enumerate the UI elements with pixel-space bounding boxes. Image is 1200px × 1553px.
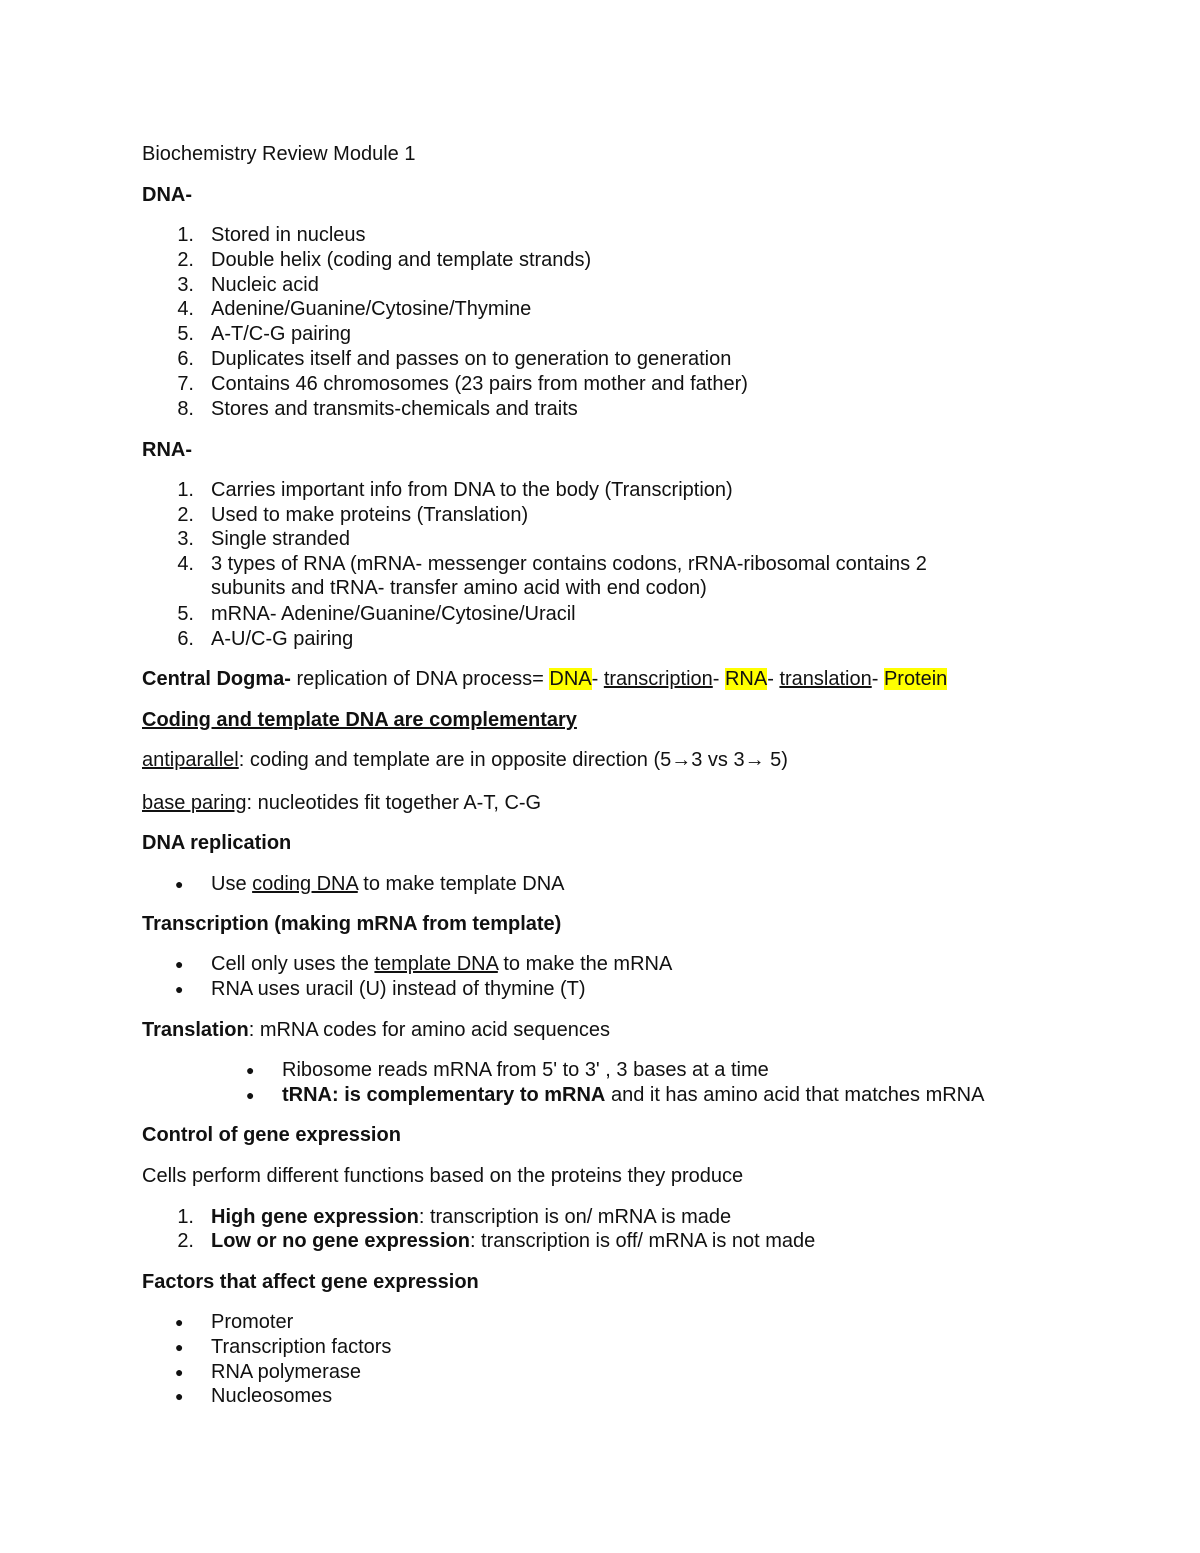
arrow-right-icon: → — [744, 749, 765, 771]
translation-term: translation — [779, 668, 872, 690]
control-heading: Control of gene expression — [142, 1124, 401, 1146]
antiparallel-term: antiparallel — [142, 749, 239, 771]
bullet-icon: ● — [175, 1314, 184, 1330]
document-page: Biochemistry Review Module 1 DNA- 1. Stored in nucleus 2. Double helix (coding and template strands) 3. Nucleic acid 4. Adenine/Guanine/Cytosine/Thymine 5. A-T/C-G pairing 6. Duplicates itself and passes on to generation to generation 7. Contains 46 chromosomes (23 pairs from mother and father) 8. Stores and transmits-chemicals and traits RNA- 1. Carries important info from DNA to the body (Transcription) 2. Used to make proteins (Translation) 3. Single stranded 4. 3 types of RNA (mRNA- messenger contains codons, rRNA-ribosomal contains 2 subunits and tRNA- transfer amino acid with end codon) 5. mRNA- Adenine/Guanine/Cytosine/Uracil 6. A-U/C-G pairing Central Dogma- replication of DNA process= DNA- transcription- RNA- translation- Protein Coding and template DNA are complementary antiparallel: coding and template are in opposite direction (5→3 vs 3→ 5) base paring: nucleotides fit together A-T, C-G DNA replication ● Use coding DNA to make template DNA Transcription (making mRNA from template) ● Cell only uses the template DNA to make the mRNA ● RNA uses uracil (U) instead of thymine (T) Translation: mRNA codes for amino acid sequences ● Ribosome reads mRNA from 5' to 3' , 3 bases at a time ● tRNA: is complementary to mRNA and it has amino acid that matches mRNA Control of gene expression Cells perform different functions based on the proteins they produce 1. High gene expression: transcription is on/ mRNA is made 2. Low or no gene expression: transcription is off/ mRNA is not made Factors that affect gene expression ● Promoter ● Transcription factors ● RNA polymerase ● Nucleosomes — [142, 143, 985, 1407]
highlight-dna: DNA — [549, 668, 592, 690]
coding-template-heading: Coding and template DNA are complementary — [142, 709, 577, 731]
antiparallel-line: antiparallel: coding and template are in opposite direction (5→3 vs 3→ 5) — [142, 749, 788, 771]
transcription-term: transcription — [603, 668, 713, 690]
base-pairing-line: base paring: nucleotides fit together A-T, C-G — [142, 792, 542, 814]
central-dogma-line: Central Dogma- replication of DNA process= DNA- transcription- RNA- translation- Protein — [142, 668, 948, 690]
factors-heading: Factors that affect gene expression — [142, 1271, 479, 1293]
highlight-rna: RNA — [724, 668, 768, 690]
bullet-icon: ● — [175, 876, 184, 892]
translation-line: Translation: mRNA codes for amino acid sequences — [142, 1019, 610, 1041]
highlight-protein: Protein — [883, 668, 948, 690]
bullet-icon: ● — [175, 981, 184, 997]
document-title: Biochemistry Review Module 1 — [142, 143, 416, 165]
dna-heading: DNA- — [142, 184, 192, 206]
transcription-heading: Transcription (making mRNA from template) — [142, 913, 562, 935]
central-dogma-label: Central Dogma- — [142, 668, 291, 690]
bullet-icon: ● — [246, 1062, 255, 1078]
bullet-icon: ● — [175, 1364, 184, 1380]
rna-heading: RNA- — [142, 439, 192, 461]
dna-replication-heading: DNA replication — [142, 832, 292, 854]
translation-label: Translation — [142, 1019, 249, 1041]
arrow-right-icon: → — [671, 749, 692, 771]
bullet-icon: ● — [175, 1388, 184, 1404]
base-pairing-term: base paring — [142, 792, 247, 814]
bullet-icon: ● — [175, 1339, 184, 1355]
control-text: Cells perform different functions based on the proteins they produce — [142, 1165, 744, 1187]
bullet-icon: ● — [175, 956, 184, 972]
bullet-icon: ● — [246, 1087, 255, 1103]
